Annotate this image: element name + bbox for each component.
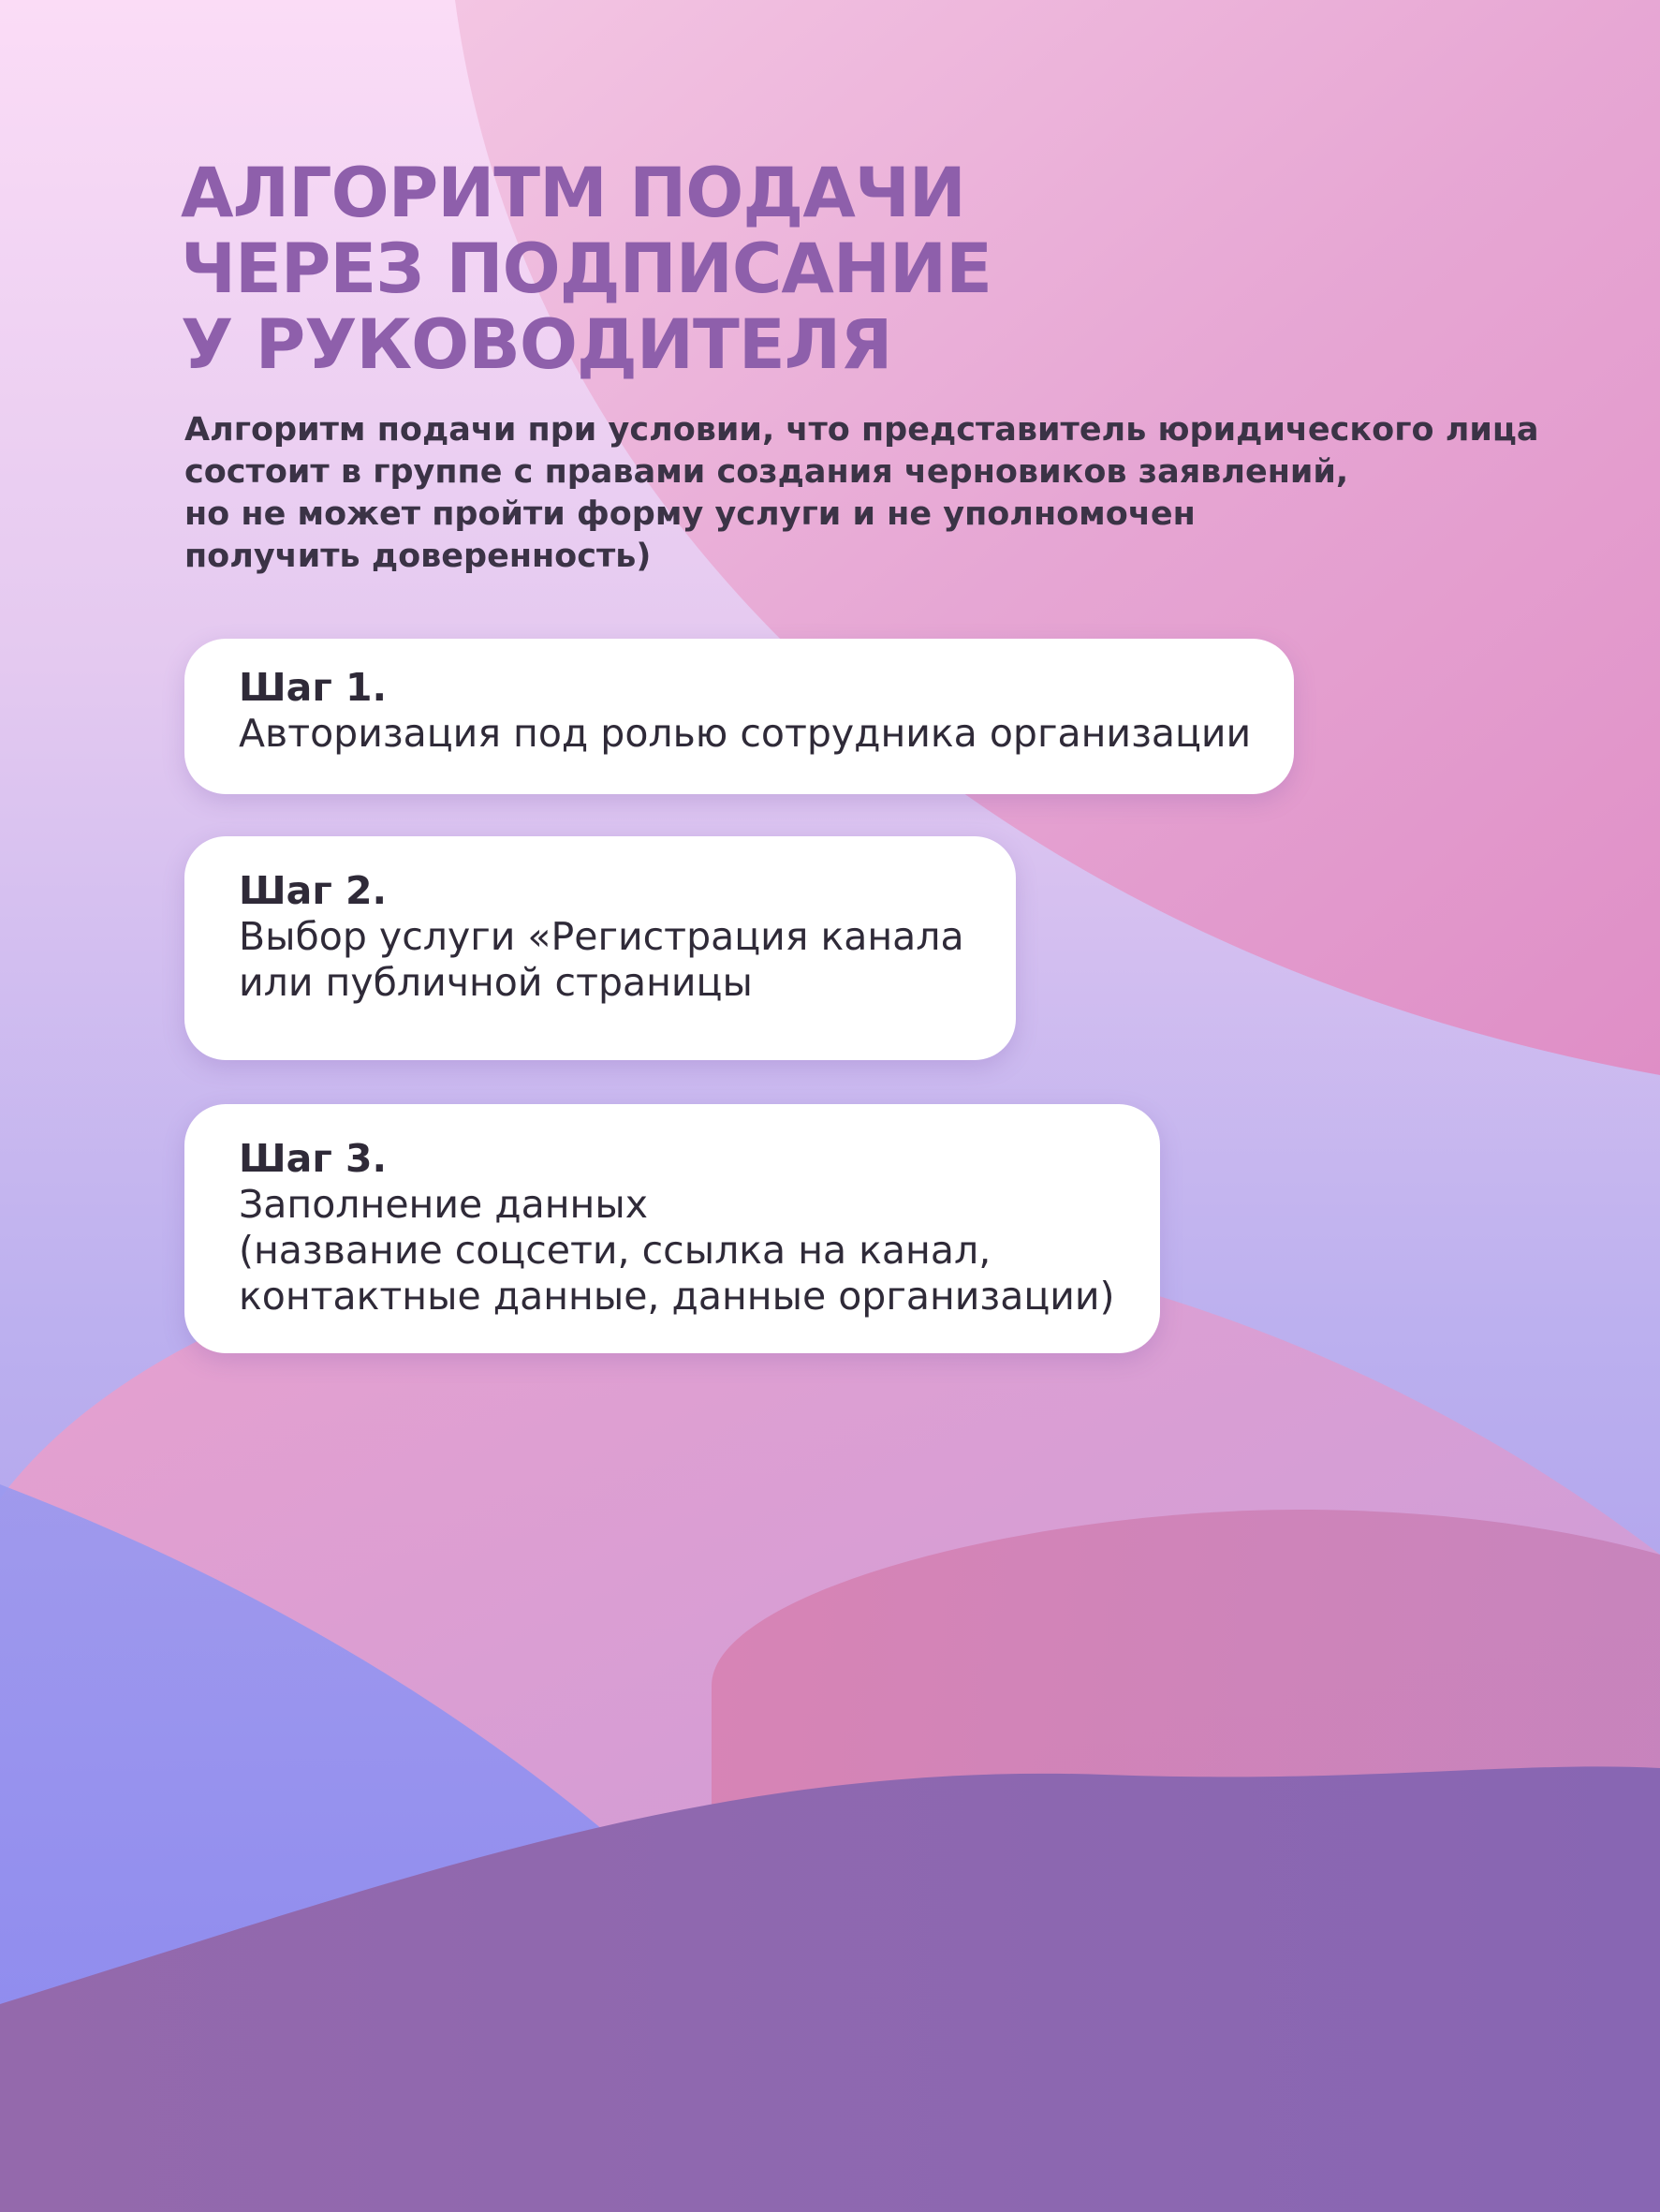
subtitle-line: получить доверенность) [184,538,652,575]
step-label: Шаг 3. [239,1136,388,1181]
page-title [181,155,1304,383]
step-card-3 [184,1104,1160,1353]
title-line: У РУКОВОДИТЕЛЯ [181,305,892,385]
subtitle-line: Алгоритм подачи при условии, что представитель юридического лица [184,411,1539,449]
subtitle-line: состоит в группе с правами создания черновиков заявлений, [184,453,1349,491]
step-label: Шаг 2. [239,868,388,913]
step-card-2 [184,836,1016,1060]
step-text: Выбор услуги «Регистрация канала [239,914,964,959]
step-text: Авторизация под ролью сотрудника организации [239,711,1252,756]
page-subtitle [184,409,1589,578]
step-text: Заполнение данных [239,1182,648,1227]
subtitle-line: но не может пройти форму услуги и не уполномочен [184,495,1196,533]
step-text: контактные данные, данные организации) [239,1274,1115,1319]
title-line: ЧЕРЕЗ ПОДПИСАНИЕ [181,229,992,309]
step-text: или публичной страницы [239,960,753,1005]
step-card-1 [184,639,1294,794]
step-label: Шаг 1. [239,665,388,710]
title-line: АЛГОРИТМ ПОДАЧИ [181,154,965,233]
step-text: (название соцсети, ссылка на канал, [239,1228,992,1273]
